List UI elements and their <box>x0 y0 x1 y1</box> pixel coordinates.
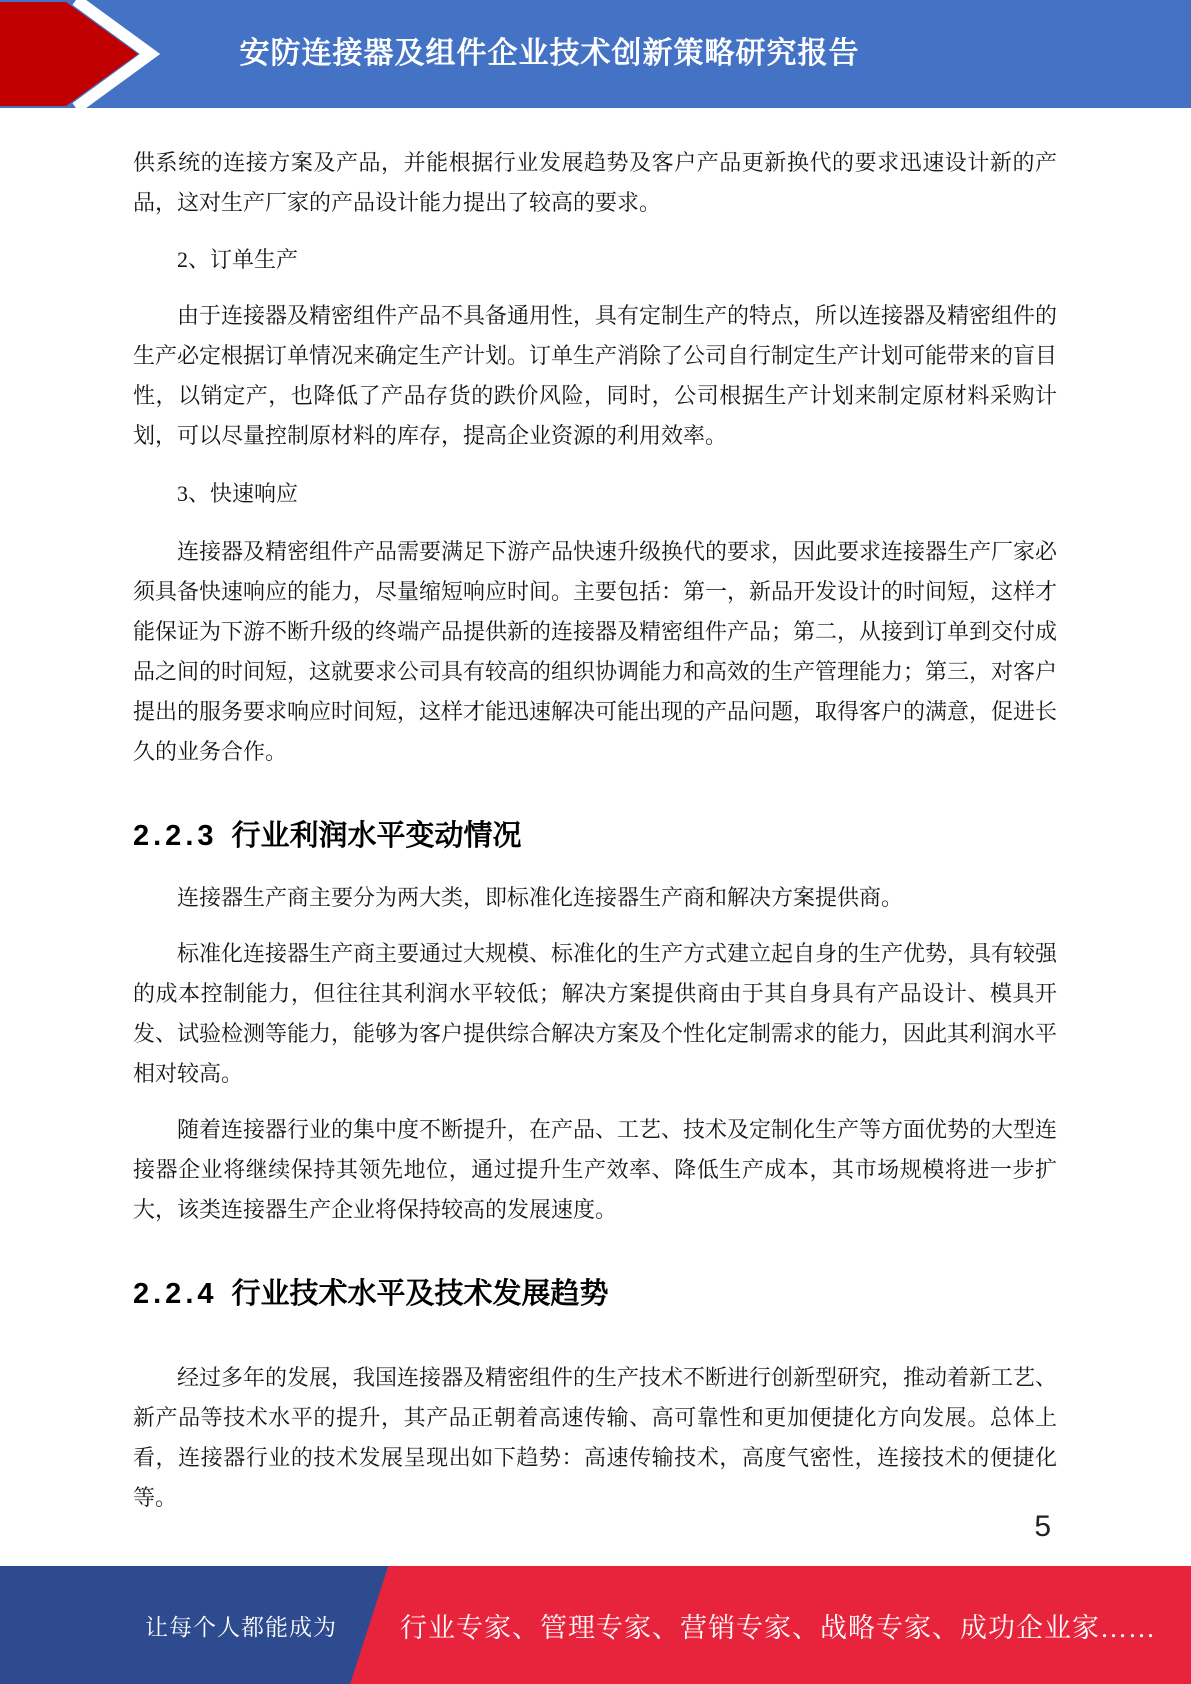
section-number: 2.2.3 <box>133 820 218 852</box>
header-banner <box>0 0 1191 108</box>
footer-slogan-left: 让每个人都能成为 <box>145 1614 337 1640</box>
section-title: 行业技术水平及技术发展趋势 <box>231 1278 609 1310</box>
section-heading-2-2-4 <box>133 1274 1057 1314</box>
document-body <box>133 108 1057 1518</box>
footer-banner <box>0 1566 1191 1684</box>
body-paragraph-continuation: 供系统的连接方案及产品，并能根据行业发展趋势及客户产品更新换代的要求迅速设计新的产品，这对生产厂家的产品设计能力提出了较高的要求。 <box>133 150 1057 215</box>
section-title: 行业利润水平变动情况 <box>231 820 522 852</box>
page-title: 安防连接器及组件企业技术创新策略研究报告 <box>239 37 860 70</box>
footer-slogan-right: 行业专家、管理专家、营销专家、战略专家、成功企业家…… <box>400 1612 1156 1643</box>
body-paragraph-tech-trend: 经过多年的发展，我国连接器及精密组件的生产技术不断进行创新型研究，推动着新工艺、新产品等技术水平的提升，其产品正朝着高速传输、高可靠性和更加便捷化方向发展。总体上看，连接器行业的技术发展呈现出如下趋势：高速传输技术，高度气密性，连接技术的便捷化等。 <box>133 1365 1058 1510</box>
page-number: 5 <box>1034 1510 1051 1543</box>
body-paragraph-concentration: 随着连接器行业的集中度不断提升，在产品、工艺、技术及定制化生产等方面优势的大型连接器企业将继续保持其领先地位，通过提升生产效率、降低生产成本，其市场规模将进一步扩大，该类连接器生产企业将保持较高的发展速度。 <box>133 1117 1058 1222</box>
section-heading-2-2-3 <box>133 816 1057 856</box>
section-number: 2.2.4 <box>133 1278 218 1310</box>
body-paragraph-manufacturer-types: 连接器生产商主要分为两大类，即标准化连接器生产商和解决方案提供商。 <box>177 885 904 910</box>
body-paragraph-response: 连接器及精密组件产品需要满足下游产品快速升级换代的要求，因此要求连接器生产厂家必须具备快速响应的能力，尽量缩短响应时间。主要包括：第一，新品开发设计的时间短，这样才能保证为下游不断升级的终端产品提供新的连接器及精密组件产品；第二，从接到订单到交付成品之间的时间短，这就要求公司具有较高的组织协调能力和高效的生产管理能力；第三，对客户提出的服务要求响应时间短，这样才能迅速解决可能出现的产品问题，取得客户的满意，促进长久的业务合作。 <box>133 539 1058 764</box>
list-item-quick-response: 3、快速响应 <box>177 481 299 506</box>
body-paragraph-order: 由于连接器及精密组件产品不具备通用性，具有定制生产的特点，所以连接器及精密组件的生产必定根据订单情况来确定生产计划。订单生产消除了公司自行制定生产计划可能带来的盲目性，以销定产，也降低了产品存货的跌价风险，同时，公司根据生产计划来制定原材料采购计划，可以尽量控制原材料的库存，提高企业资源的利用效率。 <box>133 303 1058 448</box>
body-paragraph-standardized: 标准化连接器生产商主要通过大规模、标准化的生产方式建立起自身的生产优势，具有较强的成本控制能力，但往往其利润水平较低；解决方案提供商由于其自身具有产品设计、模具开发、试验检测等能力，能够为客户提供综合解决方案及个性化定制需求的能力，因此其利润水平相对较高。 <box>133 941 1058 1086</box>
list-item-order-production: 2、订单生产 <box>177 247 299 272</box>
